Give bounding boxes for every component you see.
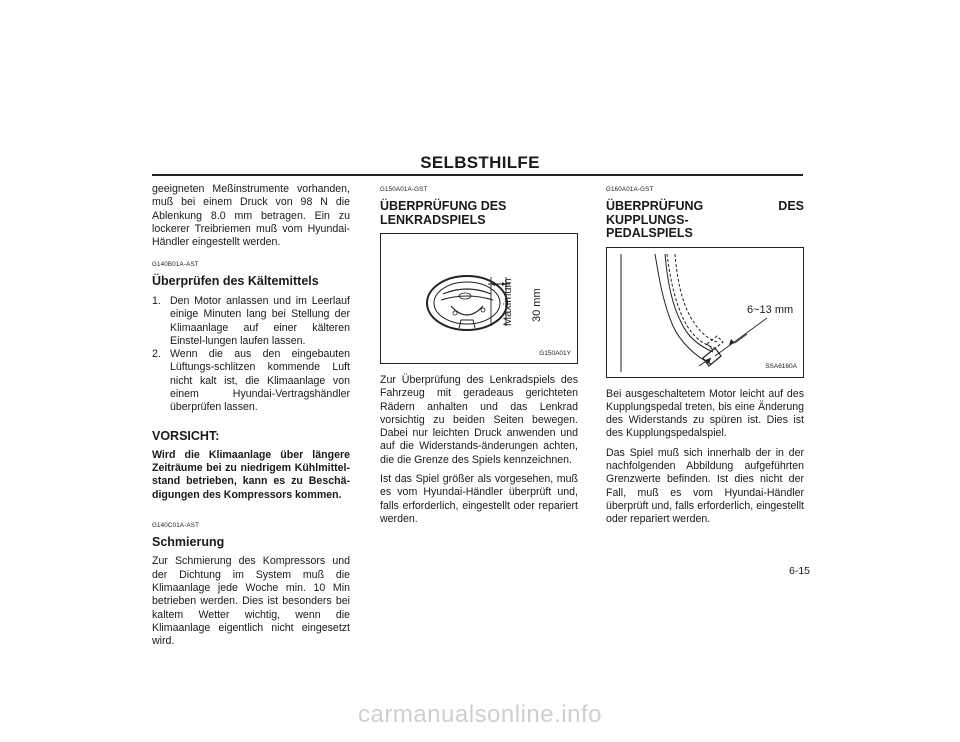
- section-title-line-1: ÜBERPRÜFUNG DES KUPPLUNGS-: [606, 199, 804, 227]
- steering-wheel-icon: [381, 234, 577, 363]
- caution-text: Wird die Klimaanlage über längere Zeiträume bei zu niedrigem Kühlmittel-stand betrieben, kann es zu Beschä-digungen des Kompressors kommen.: [152, 448, 350, 501]
- column-3: [606, 186, 804, 532]
- list-item-number: 1.: [152, 294, 161, 307]
- section-title: Überprüfen des Kältemittels: [152, 274, 319, 289]
- list-item-text: Wenn die aus den eingebauten Lüftungs-schlitzen kommende Luft nicht kalt ist, die Klimaanlage von einem Hyundai-Vertragshändler überprüfen lassen.: [170, 348, 350, 414]
- list-item: [152, 348, 350, 414]
- intro-paragraph: geeigneten Meßinstrumente vorhanden, muß bei einem Druck von 98 N die Ablenkung 8.0 mm betragen. Ein zu lockerer Treibriemen muß vom Hyundai-Händler eingestellt werden.: [152, 183, 350, 249]
- pedal-play-measurement: 6~13 mm: [747, 303, 794, 316]
- clutch-pedal-figure: [606, 247, 804, 378]
- steering-paragraph-1: Zur Überprüfung des Lenkradspiels des Fahrzeug mit geradeaus gerichteten Rädern anhalten und das Lenkrad vorsichtig zu beiden Seiten bewegen. Dabei nur leichten Druck anwenden und auf die Widerstands-änderungen achten, die die Grenze des Spiels kennzeichnen.: [380, 374, 578, 466]
- figure-code: G150A01Y: [539, 349, 571, 357]
- section-code: G140B01A-AST: [152, 261, 199, 269]
- figure-code: SSA6160A: [765, 363, 797, 371]
- section-lubrication: [152, 522, 350, 649]
- caution-title: VORSICHT:: [152, 428, 220, 443]
- caution-block: [152, 429, 350, 502]
- steering-wheel-figure: [380, 233, 578, 364]
- page-header-title: SELBSTHILFE: [420, 153, 540, 172]
- list-item-text: Den Motor anlassen und im Leerlauf einige Minuten lang bei Stellung der Klimaanlage auf einer kälteren Einstel-lungen laufen lassen.: [170, 294, 350, 347]
- refrigerant-steps: [152, 295, 350, 415]
- clutch-text: [606, 388, 804, 527]
- section-title-line-2: PEDALSPIELS: [606, 226, 693, 240]
- section-code: G150A01A-GST: [380, 186, 428, 193]
- clutch-paragraph-1: Bei ausgeschaltetem Motor leicht auf des Kupplungspedal treten, bis eine Änderung des Widerstands zu spüren ist. Dies ist des Kupplungspedalspiel.: [606, 387, 804, 440]
- play-measurement: 30 mm: [531, 288, 543, 322]
- max-label: Maximum: [502, 278, 514, 326]
- page-number: 6-15: [788, 565, 810, 577]
- steering-text: [380, 374, 578, 526]
- column-2: [380, 186, 578, 532]
- list-item-number: 2.: [152, 348, 161, 361]
- watermark: carmanualsonline.info: [358, 701, 602, 728]
- steering-paragraph-2: Ist das Spiel größer als vorgesehen, muß es vom Hyundai-Händler überprüft und, falls erforderlich, eingestellt oder repariert werden.: [380, 473, 578, 525]
- lubrication-paragraph: Zur Schmierung des Kompressors und der Dichtung im System muß die Klimaanlage jede Woche min. 10 Min betrieben werden. Dies ist besonders bei kaltem Wetter wichtig, wenn die Klimaanlage eigentlich nicht eingesetzt wird.: [152, 555, 350, 648]
- section-code: G140C01A-AST: [152, 521, 200, 529]
- section-title: Schmierung: [152, 534, 225, 549]
- list-item: [152, 295, 350, 348]
- column-1: [152, 183, 350, 654]
- header-rule: [152, 174, 803, 176]
- clutch-paragraph-2: Das Spiel muß sich innerhalb der in der nachfolgenden Abbildung aufgeführten Grenzwerte befinden. Ist dies nicht der Fall, muß es vom Hyundai-Händler überprüft und, falls erforderlich, eingestellt oder repariert werden.: [606, 446, 804, 526]
- section-title-line-2: LENKRADSPIELS: [380, 212, 486, 227]
- section-title-line-1: ÜBERPRÜFUNG DES: [380, 199, 507, 213]
- section-refrigerant: [152, 261, 350, 414]
- section-code: G160A01A-GST: [606, 186, 654, 193]
